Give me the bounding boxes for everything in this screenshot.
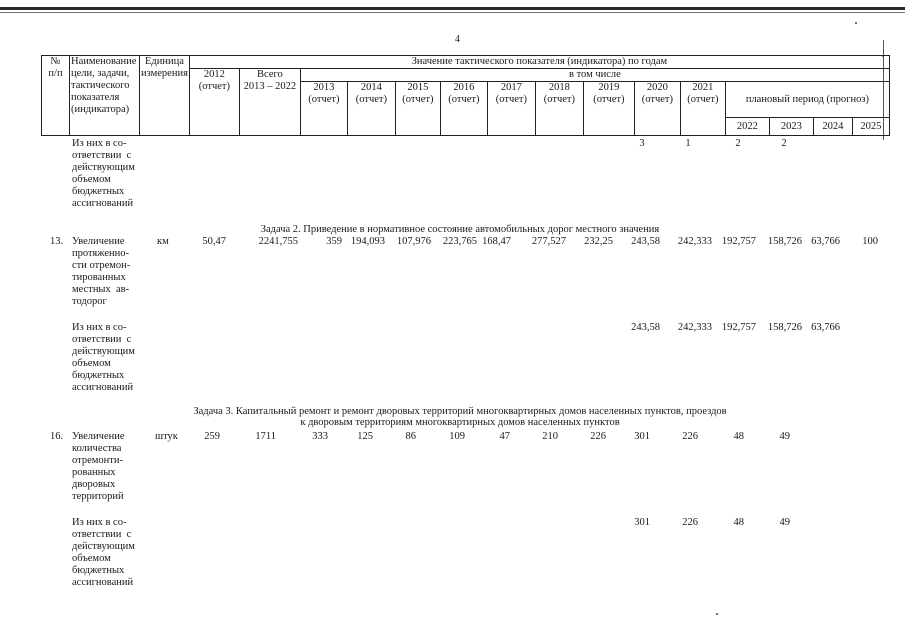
row-13-value-2025: 100 xyxy=(862,236,878,247)
page-number: 4 xyxy=(455,34,460,45)
row-13-value-2014: 194,093 xyxy=(350,236,385,247)
row-16-value-2019: 226 xyxy=(590,431,606,442)
value-2020: 3 xyxy=(639,138,645,149)
header-year-2012: 2012 (отчет) xyxy=(189,69,239,136)
row-16-value-2020: 301 xyxy=(634,431,650,442)
header-year: 2018 (отчет) xyxy=(535,82,583,136)
row-16b-value-2020: 301 xyxy=(634,517,650,528)
scan-speck xyxy=(855,22,857,24)
row-13b-value-2024: 63,766 xyxy=(811,322,840,333)
row-13b-value-2020: 243,58 xyxy=(631,322,660,333)
row-16-value-2016: 109 xyxy=(449,431,465,442)
row-13-num: 13. xyxy=(50,236,64,247)
sub-indicator-label: Из них в со- ответствии с действующим объемом бюджетных ассигнований xyxy=(72,138,135,209)
row-13b-value-2021: 242,333 xyxy=(677,322,712,333)
scan-speck xyxy=(716,613,718,615)
value-2022: 2 xyxy=(735,138,741,149)
row-13-value-2013: 359 xyxy=(326,236,342,247)
row-16-value-2023: 49 xyxy=(779,431,790,442)
header-total: Всего 2013 – 2022 xyxy=(239,69,300,136)
header-year: 2017 (отчет) xyxy=(487,82,535,136)
header-including: в том числе xyxy=(300,69,889,82)
row-13b-value-2023: 158,726 xyxy=(767,322,802,333)
header-year: 2021 (отчет) xyxy=(680,82,725,136)
row-13-value-2024: 63,766 xyxy=(811,236,840,247)
header-year: 2013 (отчет) xyxy=(300,82,347,136)
header-plan-year: 2022 xyxy=(725,118,769,136)
header-year: 2020 (отчет) xyxy=(634,82,680,136)
row-13-value-2018: 277,527 xyxy=(531,236,566,247)
row-13-value-2016: 223,765 xyxy=(442,236,477,247)
row-13-value-2012: 50,47 xyxy=(202,236,226,247)
row-16-value-2013: 333 xyxy=(312,431,328,442)
row-13-value-2023: 158,726 xyxy=(767,236,802,247)
row-16-value-total: 1711 xyxy=(255,431,276,442)
row-16-value-2022: 48 xyxy=(733,431,744,442)
header-plan-year: 2023 xyxy=(769,118,813,136)
row-13-value-2022: 192,757 xyxy=(721,236,756,247)
row-16-value-2015: 86 xyxy=(405,431,416,442)
value-2023: 2 xyxy=(781,138,787,149)
sub-indicator-label: Из них в со- ответствии с действующим объемом бюджетных ассигнований xyxy=(72,322,135,393)
header-year: 2016 (отчет) xyxy=(440,82,487,136)
row-16b-value-2021: 226 xyxy=(682,517,698,528)
top-border-line xyxy=(0,7,905,10)
header-year: 2014 (отчет) xyxy=(347,82,395,136)
indicator-table-header xyxy=(41,55,890,136)
header-year: 2019 (отчет) xyxy=(583,82,634,136)
header-values-group: Значение тактического показателя (индикатора) по годам xyxy=(189,56,889,69)
row-16-value-2017: 47 xyxy=(499,431,510,442)
row-13-value-2019: 232,25 xyxy=(584,236,613,247)
header-plan-year: 2024 xyxy=(813,118,852,136)
row-13-value-2020: 243,58 xyxy=(631,236,660,247)
row-16-value-2021: 226 xyxy=(682,431,698,442)
row-16b-value-2022: 48 xyxy=(733,517,744,528)
row-13-value-2017: 168,47 xyxy=(482,236,511,247)
header-unit: Единица измерения xyxy=(140,56,190,136)
header-plan-year: 2025 xyxy=(852,118,889,136)
row-13b-value-2022: 192,757 xyxy=(721,322,756,333)
row-13-value-2021: 242,333 xyxy=(677,236,712,247)
header-indicator-name: Наименование цели, задачи, тактического показателя (индикатора) xyxy=(70,56,140,136)
row-16-value-2014: 125 xyxy=(357,431,373,442)
row-16-value-2018: 210 xyxy=(542,431,558,442)
row-13-value-total: 2241,755 xyxy=(258,236,298,247)
header-year: 2015 (отчет) xyxy=(395,82,440,136)
value-2021: 1 xyxy=(685,138,691,149)
task-3-heading: Задача 3. Капитальный ремонт и ремонт дворовых территорий многоквартирных домов населенных пунктов, проездов к дворовым территориям многоквартирных домов населенных пунктов xyxy=(193,406,727,428)
row-16-value-2012: 259 xyxy=(204,431,220,442)
task-2-heading: Задача 2. Приведение в нормативное состояние автомобильных дорог местного значения xyxy=(260,224,660,235)
header-plan-period: плановый период (прогноз) xyxy=(725,82,889,118)
sub-indicator-label: Из них в со- ответствии с действующим объемом бюджетных ассигнований xyxy=(72,517,135,588)
row-16b-value-2023: 49 xyxy=(779,517,790,528)
row-16-unit: штук xyxy=(155,431,178,442)
row-16-indicator-name: Увеличение количества отремонти- рованных дворовых территорий xyxy=(72,431,125,502)
top-border-line-thin xyxy=(0,12,905,13)
row-13-unit: км xyxy=(157,236,169,247)
row-13-indicator-name: Увеличение протяженно- сти отремон- тированных местных ав- тодорог xyxy=(72,236,131,307)
header-num: № п/п xyxy=(42,56,70,136)
row-13-value-2015: 107,976 xyxy=(396,236,431,247)
row-16-num: 16. xyxy=(50,431,64,442)
